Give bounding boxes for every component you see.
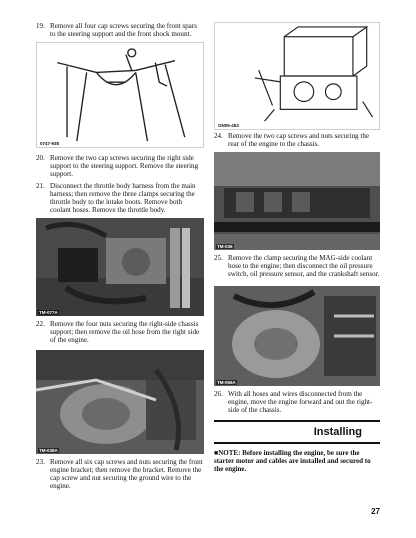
step-23	[36, 458, 204, 490]
throttle-body-photo-art	[36, 218, 204, 316]
step-text: Remove the four nuts securing the right-side chassis support; then remove the oil hose from the right side of the engine.	[50, 320, 200, 345]
step-number: 26.	[214, 390, 223, 398]
step-number: 23.	[36, 458, 45, 466]
step-22	[36, 320, 204, 344]
step-text: Remove the two cap screws and nuts securing the rear of the engine to the chassis.	[228, 132, 370, 149]
engine-rear-photo-art	[214, 152, 380, 250]
step-text: With all hoses and wires disconnected from the engine, move the engine forward and out the right-side of the chassis.	[228, 390, 373, 415]
note-bullet: ■	[214, 449, 219, 457]
step-number: 21.	[36, 182, 45, 190]
section-title: Installing	[313, 426, 362, 438]
step-26	[214, 390, 380, 414]
step-19	[36, 22, 204, 38]
figure-code: TM-056A	[217, 380, 236, 385]
figure-chassis-support-photo	[36, 350, 204, 454]
step-21	[36, 182, 204, 214]
step-number: 25.	[214, 254, 223, 262]
figure-code: TM-038A	[39, 448, 58, 453]
figure-throttle-body-photo	[36, 218, 204, 316]
engine-line-art	[215, 23, 379, 129]
step-text: Disconnect the throttle body harness from the main harness; then remove the three clamps securing the throttle body to the intake boots. Remove both coolant hoses. Remove the throttle body.	[50, 182, 196, 215]
step-text: Remove all six cap screws and nuts securing the front engine bracket; then remove the bracket. Remove the cap screw and nut securing the ground wire to the engine.	[50, 458, 203, 491]
step-number: 19.	[36, 22, 45, 30]
chassis-support-photo-art	[36, 350, 204, 454]
step-text: Remove the two cap screws securing the right side support to the steering support. Remove the steering support.	[50, 154, 199, 179]
installing-note	[214, 449, 380, 474]
page-number: 27	[371, 507, 380, 516]
figure-mag-side-photo	[214, 286, 380, 386]
front-spars-line-art	[37, 43, 203, 147]
step-25	[214, 254, 380, 278]
section-heading-bar	[214, 420, 380, 444]
figure-code: GN05-453	[218, 123, 239, 128]
step-text: Remove all four cap screws securing the front spars to the steering support and the front shock mount.	[50, 22, 197, 39]
step-number: 20.	[36, 154, 45, 162]
step-24	[214, 132, 380, 148]
figure-engine-rear-photo	[214, 152, 380, 250]
note-text: NOTE: Before installing the engine, be sure the starter motor and cables are installed and secured to the engine.	[214, 449, 371, 474]
step-text: Remove the clamp securing the MAG-side coolant hose to the engine; then disconnect the oil pressure switch, oil pressure sensor, and the crankshaft sensor.	[228, 254, 380, 279]
figure-code: TM-077A	[39, 310, 58, 315]
figure-engine-drawing	[214, 22, 380, 130]
figure-front-spars-drawing	[36, 42, 204, 148]
step-number: 24.	[214, 132, 223, 140]
step-number: 22.	[36, 320, 45, 328]
mag-side-photo-art	[214, 286, 380, 386]
step-20	[36, 154, 204, 178]
figure-code: TM-036	[217, 244, 233, 249]
figure-code: 0747-938	[40, 141, 60, 146]
